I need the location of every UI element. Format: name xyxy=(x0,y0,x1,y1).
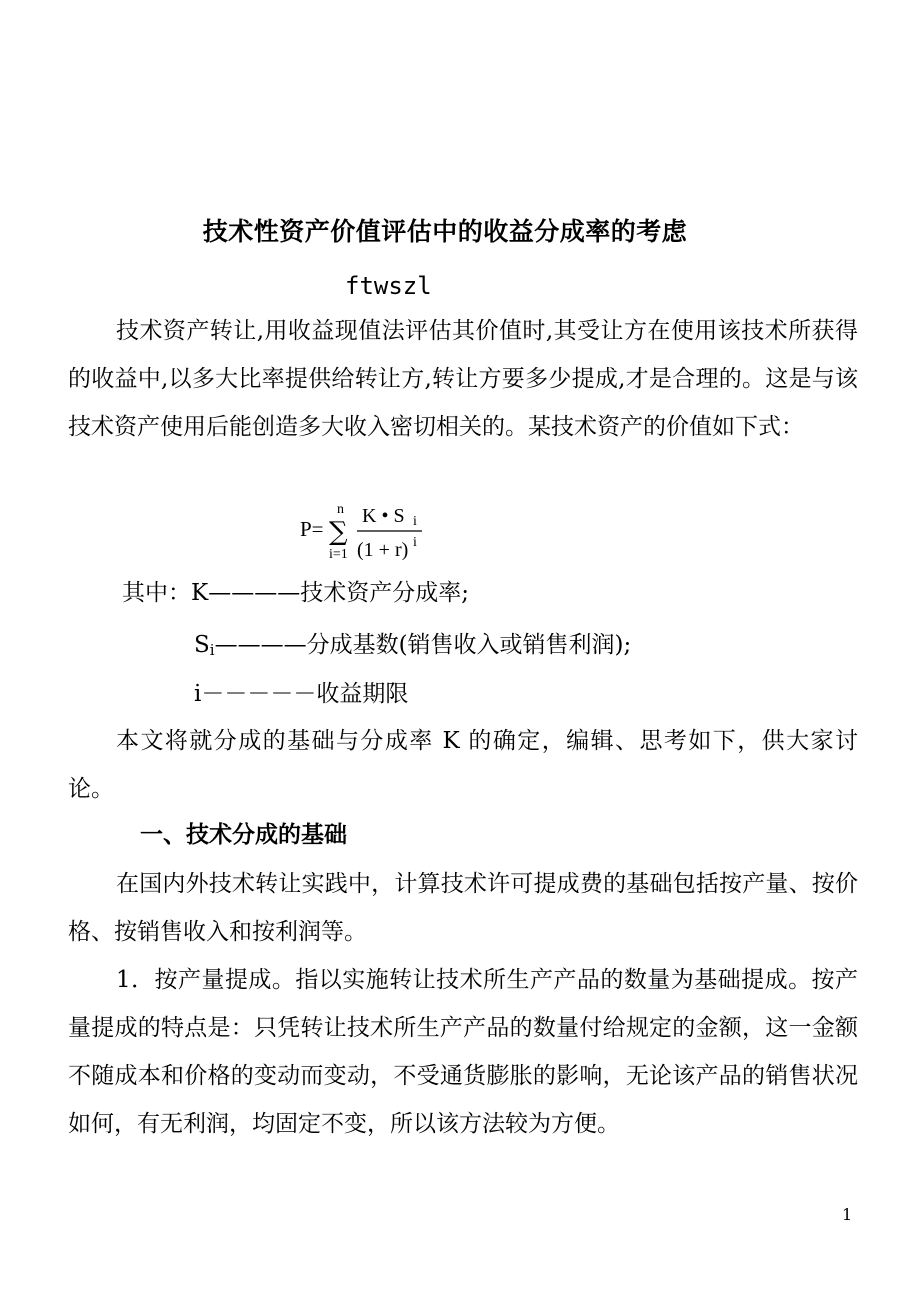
i-symbol: i xyxy=(194,681,202,707)
s-description: ————分成基数(销售收入或销售利润); xyxy=(214,632,632,658)
definition-s xyxy=(194,625,631,670)
s-subscript: i xyxy=(209,641,215,659)
document-title: 技术性资产价值评估中的收益分成率的考虑 xyxy=(202,217,688,246)
section1-paragraph xyxy=(68,860,858,956)
sum-lower-limit: i=1 xyxy=(329,547,348,562)
formula-numerator: K • S xyxy=(362,505,405,527)
denominator-exponent: i xyxy=(413,535,417,550)
formula-denominator: (1 + r) xyxy=(357,539,409,561)
numerator-subscript: i xyxy=(413,514,417,529)
item1-text: 1．按产量提成。指以实施转让技术所生产产品的数量为基础提成。按产量提成的特点是：只凭转让技术所生产产品的数量付给规定的金额，这一金额不随成本和价格的变动而变动，不受通货膨胀的影响，无论该产品的销售状况如何，有无利润，均固定不变，所以该方法较为方便。 xyxy=(68,967,858,1137)
page-number: 1 xyxy=(842,1205,853,1224)
k-description: ————技术资产分成率; xyxy=(208,580,469,606)
formula-lhs: P= xyxy=(300,517,324,541)
intro-text: 技术资产转让,用收益现值法评估其价值时,其受让方在使用该技术所获得的收益中,以多大比率提供给转让方,转让方要多少提成,才是合理的。这是与该技术资产使用后能创造多大收入密切相关的。某技术资产的价值如下式： xyxy=(68,318,858,440)
k-symbol: K xyxy=(191,580,209,606)
section1-item-1 xyxy=(68,956,858,1148)
i-description: －－－－－收益期限 xyxy=(201,681,409,707)
intro-paragraph xyxy=(68,307,858,451)
valuation-formula xyxy=(300,500,520,570)
purpose-text: 本文将就分成的基础与分成率 K 的确定，编辑、思考如下，供大家讨论。 xyxy=(68,728,858,802)
section-heading-1: 一、技术分成的基础 xyxy=(140,822,347,848)
definition-k xyxy=(122,573,469,613)
section1-text: 在国内外技术转让实践中，计算技术许可提成费的基础包括按产量、按价格、按销售收入和按利润等。 xyxy=(68,871,858,945)
s-symbol: S xyxy=(194,632,210,658)
definition-i xyxy=(194,674,408,714)
definition-lead: 其中： xyxy=(122,580,191,606)
document-author: ftwszl xyxy=(345,272,432,300)
sum-upper-limit: n xyxy=(337,502,344,517)
sigma-icon: ∑ xyxy=(329,517,348,547)
purpose-paragraph xyxy=(68,717,858,813)
formula-graphic xyxy=(300,500,520,570)
